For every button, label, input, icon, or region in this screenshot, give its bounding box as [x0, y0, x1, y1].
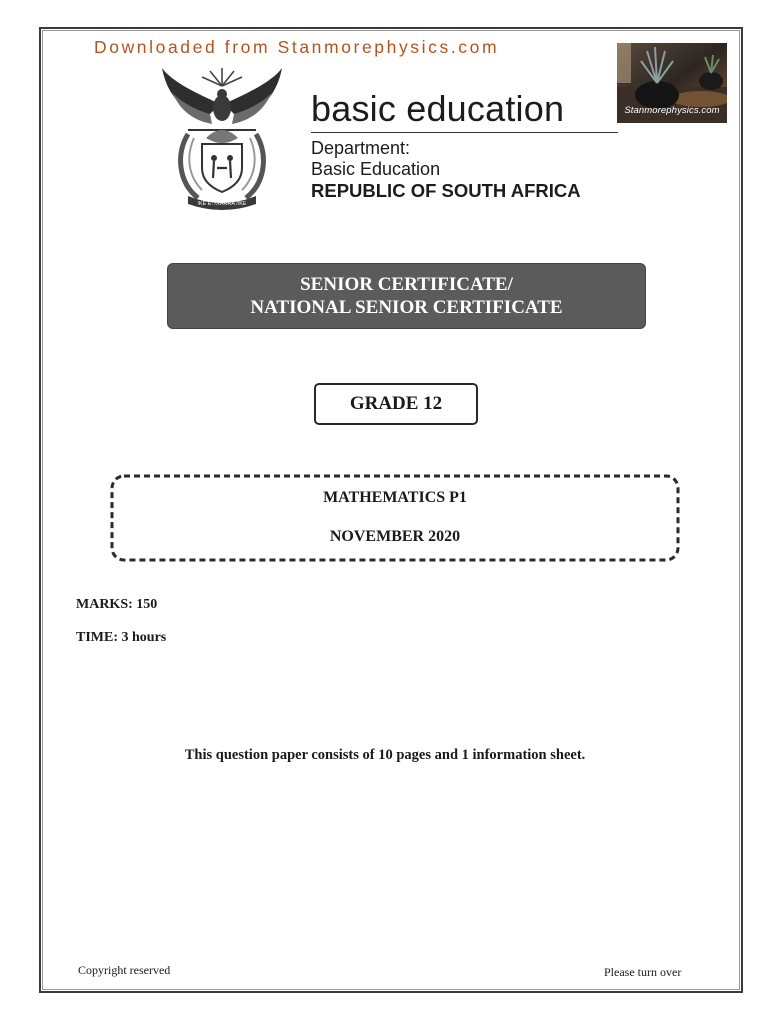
- turn-over-footer: Please turn over: [604, 965, 682, 979]
- download-watermark[interactable]: Downloaded from Stanmorephysics.com: [94, 37, 500, 57]
- marks-text: MARKS: 150: [76, 597, 158, 612]
- dashed-border-icon: [108, 472, 682, 564]
- thumbnail-caption: Stanmorephysics.com: [624, 105, 720, 116]
- department-label: Department:: [311, 138, 411, 158]
- certificate-banner: [167, 263, 646, 329]
- country-name: REPUBLIC OF SOUTH AFRICA: [311, 180, 581, 201]
- copyright-footer: Copyright reserved: [78, 963, 171, 977]
- subject-title: MATHEMATICS P1: [323, 489, 467, 506]
- banner-line-2: NATIONAL SENIOR CERTIFICATE: [250, 297, 563, 318]
- exam-session: NOVEMBER 2020: [329, 528, 461, 545]
- coat-of-arms-icon: [158, 64, 286, 212]
- time-text: TIME: 3 hours: [76, 630, 167, 645]
- brand-title: basic education: [311, 88, 565, 129]
- page-count-note: This question paper consists of 10 pages and 1 information sheet.: [184, 747, 586, 763]
- stanmorephysics-thumbnail[interactable]: [617, 43, 727, 123]
- brand-divider: [311, 132, 618, 133]
- department-name: Basic Education: [311, 159, 441, 179]
- crest-motto: !KE E: /XARRA //KE: [197, 201, 247, 207]
- banner-line-1: SENIOR CERTIFICATE/: [300, 274, 513, 295]
- subject-box: [108, 472, 682, 564]
- grade-box: GRADE 12: [314, 383, 478, 425]
